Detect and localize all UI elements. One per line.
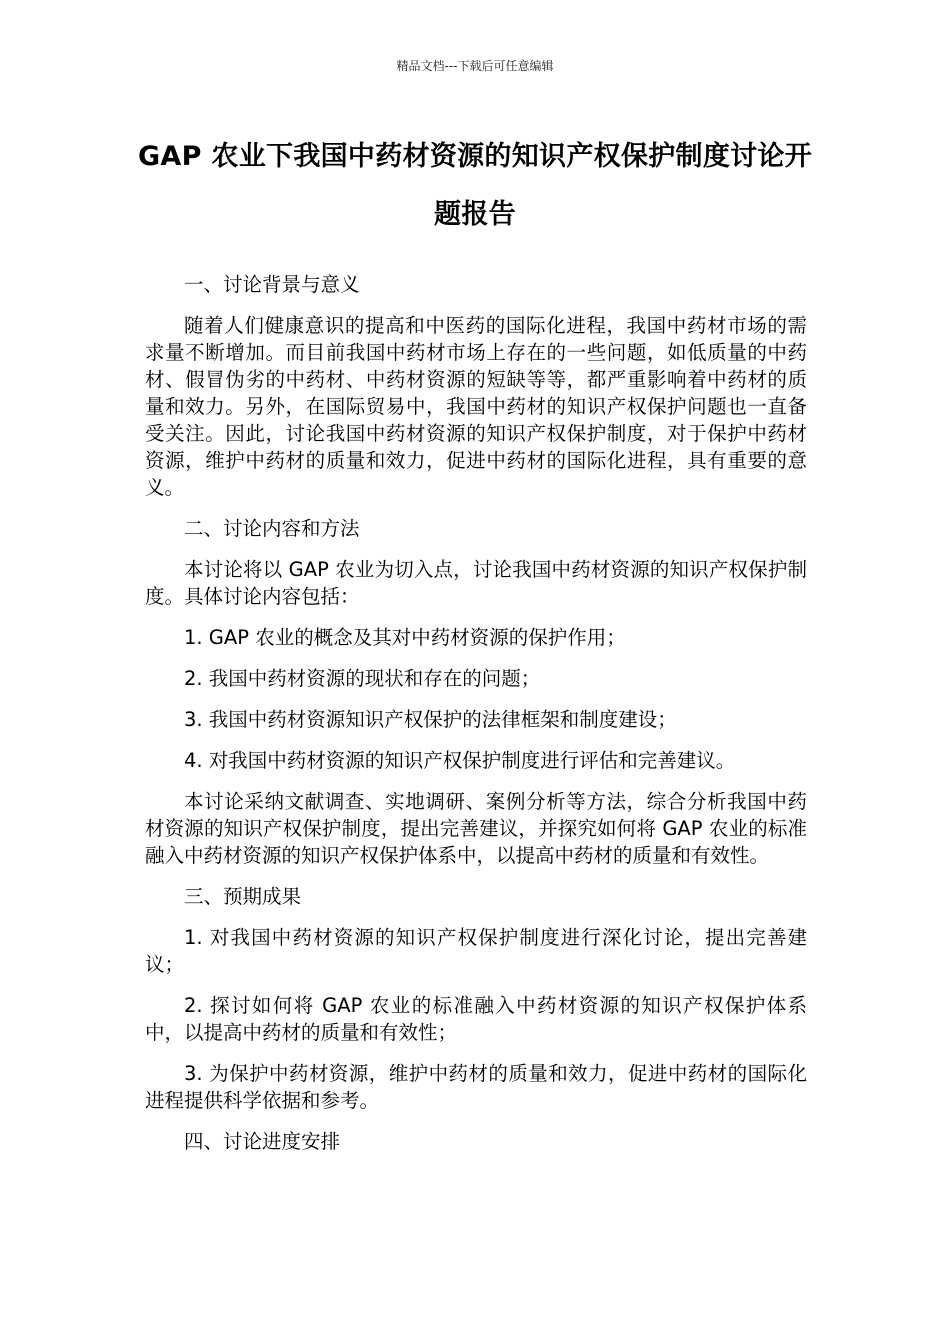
- section-heading-content-methods: 二、讨论内容和方法: [184, 517, 360, 540]
- document-title: GAP 农业下我国中药材资源的知识产权保护制度讨论开题报告: [137, 141, 813, 230]
- page-header: 精品文档---下载后可任意编辑: [396, 59, 554, 73]
- content-list-item: 4. 对我国中药材资源的知识产权保护制度进行评估和完善建议。: [184, 749, 736, 772]
- section-heading-expected-results: 三、预期成果: [184, 885, 302, 908]
- section-heading-background: 一、讨论背景与意义: [184, 273, 360, 296]
- content-list-item: 1. GAP 农业的概念及其对中药材资源的保护作用；: [184, 626, 626, 649]
- result-list-item: 3. 为保护中药材资源，维护中药材的质量和效力，促进中药材的国际化进程提供科学依据和参考。: [145, 1062, 807, 1112]
- result-list-item: 2. 探讨如何将 GAP 农业的标准融入中药材资源的知识产权保护体系中，以提高中药材的质量和有效性；: [145, 994, 807, 1044]
- section-heading-schedule: 四、讨论进度安排: [184, 1130, 341, 1153]
- result-list-item: 1. 对我国中药材资源的知识产权保护制度进行深化讨论，提出完善建议；: [145, 926, 807, 976]
- content-intro-paragraph: 本讨论将以 GAP 农业为切入点，讨论我国中药材资源的知识产权保护制度。具体讨论内容包括：: [145, 558, 807, 608]
- methods-paragraph: 本讨论采纳文献调查、实地调研、案例分析等方法，综合分析我国中药材资源的知识产权保护制度，提出完善建议，并探究如何将 GAP 农业的标准融入中药材资源的知识产权保护体系中，以提高中药材的质量和有效性。: [145, 790, 807, 867]
- content-list-item: 3. 我国中药材资源知识产权保护的法律框架和制度建设；: [184, 708, 677, 731]
- background-paragraph: 随着人们健康意识的提高和中医药的国际化进程，我国中药材市场的需求量不断增加。而目前我国中药材市场上存在的一些问题，如低质量的中药材、假冒伪劣的中药材、中药材资源的短缺等等，都严重影响着中药材的质量和效力。另外，在国际贸易中，我国中药材的知识产权保护问题也一直备受关注。因此，讨论我国中药材资源的知识产权保护制度，对于保护中药材资源，维护中药材的质量和效力，促进中药材的国际化进程，具有重要的意义。: [145, 314, 807, 499]
- content-list-item: 2. 我国中药材资源的现状和存在的问题；: [184, 667, 541, 690]
- document-body: [145, 271, 807, 1169]
